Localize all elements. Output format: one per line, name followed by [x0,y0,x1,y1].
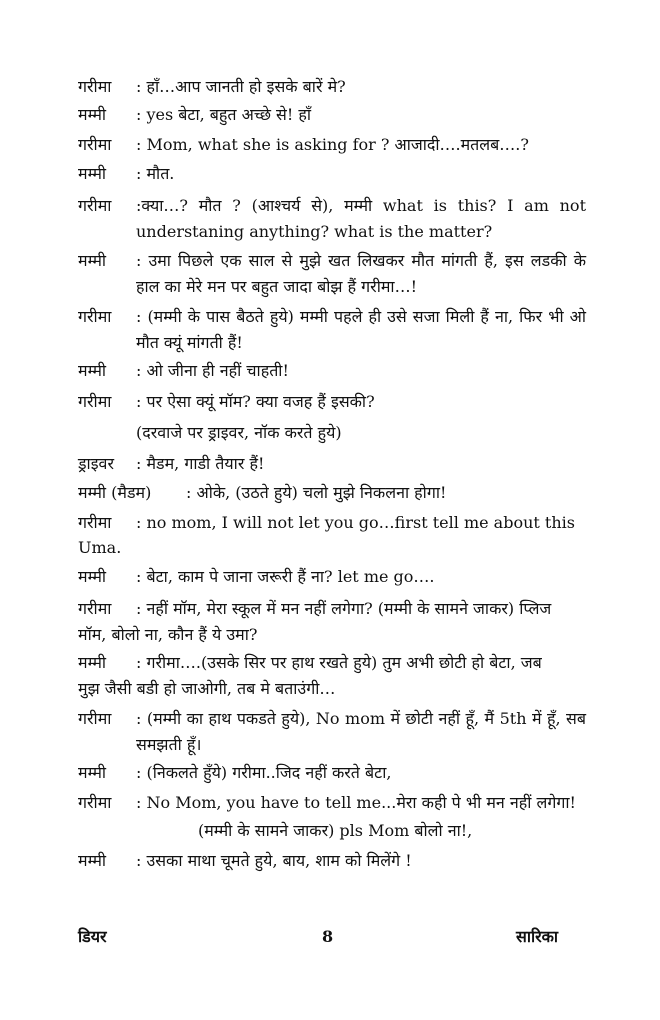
stage-direction: (दरवाजे पर ड्राइवर, नॉक करते हुये) [136,423,342,442]
speaker-name: मम्मी [78,851,107,870]
dialogue-continuation: Uma. [78,538,122,557]
speaker-name: मम्मी [78,105,107,124]
dialogue-text: : No Mom, you have to tell me...मेरा कही पे भी मन नहीं लगेगा! [136,793,576,812]
speaker-name: मम्मी [78,164,107,183]
dialogue-continuation: मुझ जैसी बडी हो जाओगी, तब मे बताउंगी… [78,679,336,698]
speaker-name: गरीमा [78,196,112,215]
dialogue-text: : उसका माथा चूमते हुये, बाय, शाम को मिलेंगे ! [136,851,412,870]
speaker-name: गरीमा [78,793,112,812]
speaker-name: मम्मी [78,567,107,586]
stage-direction: (मम्मी के सामने जाकर) pls Mom बोलो ना!, [198,821,473,840]
footer-right-text: सारिका [516,927,559,946]
dialogue-continuation: मॉम, बोलो ना, कौन हैं ये उमा? [78,625,258,644]
speaker-name: ड्राइवर [78,454,115,473]
dialogue-text: : नहीं मॉम, मेरा स्कूल में मन नहीं लगेगा? (मम्मी के सामने जाकर) प्लिज [136,599,552,618]
page-number: 8 [322,927,334,946]
dialogue-text: : (निकलते हुँये) गरीमा..जिद नहीं करते बेटा, [136,763,392,782]
dialogue-text: : ओ जीना ही नहीं चाहती! [136,361,289,380]
speaker-name: गरीमा [78,135,112,154]
speaker-name: गरीमा [78,307,112,326]
dialogue-text: : (मम्मी के पास बैठते हुये) मम्मी पहले ही उसे सजा मिली हैं ना, फिर भी ओ मौत क्यूं मांगती हैं! [136,307,586,352]
dialogue-text: : Mom, what she is asking for ? आजादी….मतलब….? [136,135,529,154]
speaker-name: मम्मी [78,361,107,380]
speaker-name: मम्मी [78,653,107,672]
dialogue-text: : गरीमा….(उसके सिर पर हाथ रखते हुये) तुम अभी छोटी हो बेटा, जब [136,653,542,672]
speaker-name: मम्मी [78,763,107,782]
speaker-name: गरीमा [78,709,112,728]
dialogue-text: : yes बेटा, बहुत अच्छे से! हाँ [136,105,312,124]
dialogue-text: : पर ऐसा क्यूं मॉम? क्या वजह हैं इसकी? [136,392,375,411]
speaker-name: गरीमा [78,513,112,532]
speaker-name: मम्मी (मैडम) [78,483,152,502]
dialogue-text: : बेटा, काम पे जाना जरूरी हैं ना? let me go…. [136,567,435,586]
speaker-name: गरीमा [78,77,112,96]
dialogue-text: : ओके, (उठते हुये) चलो मुझे निकलना होगा! [186,483,447,502]
dialogue-text: : मैडम, गाडी तैयार हैं! [136,454,265,473]
dialogue-text: : मौत. [136,164,175,183]
speaker-name: मम्मी [78,251,107,270]
dialogue-text: : हाँ…आप जानती हो इसके बारें मे? [136,77,346,96]
dialogue-text: : उमा पिछले एक साल से मुझे खत लिखकर मौत मांगती हैं, इस लडकी के हाल का मेरे मन पर बहुत जादा बोझ हैं गरीमा…! [136,251,586,296]
dialogue-text: : no mom, I will not let you go…first tell me about this [136,513,575,532]
dialogue-text: : (मम्मी का हाथ पकडते हुये), No mom में छोटी नहीं हूँ, मैं 5th में हूँ, सब समझती हूँ। [136,709,586,754]
speaker-name: गरीमा [78,599,112,618]
speaker-name: गरीमा [78,392,112,411]
dialogue-text: :क्या…? मौत ? (आश्चर्य से), मम्मी what is this? I am not understaning anything? what is the matter? [136,196,586,241]
footer-left-text: डियर [78,927,107,946]
